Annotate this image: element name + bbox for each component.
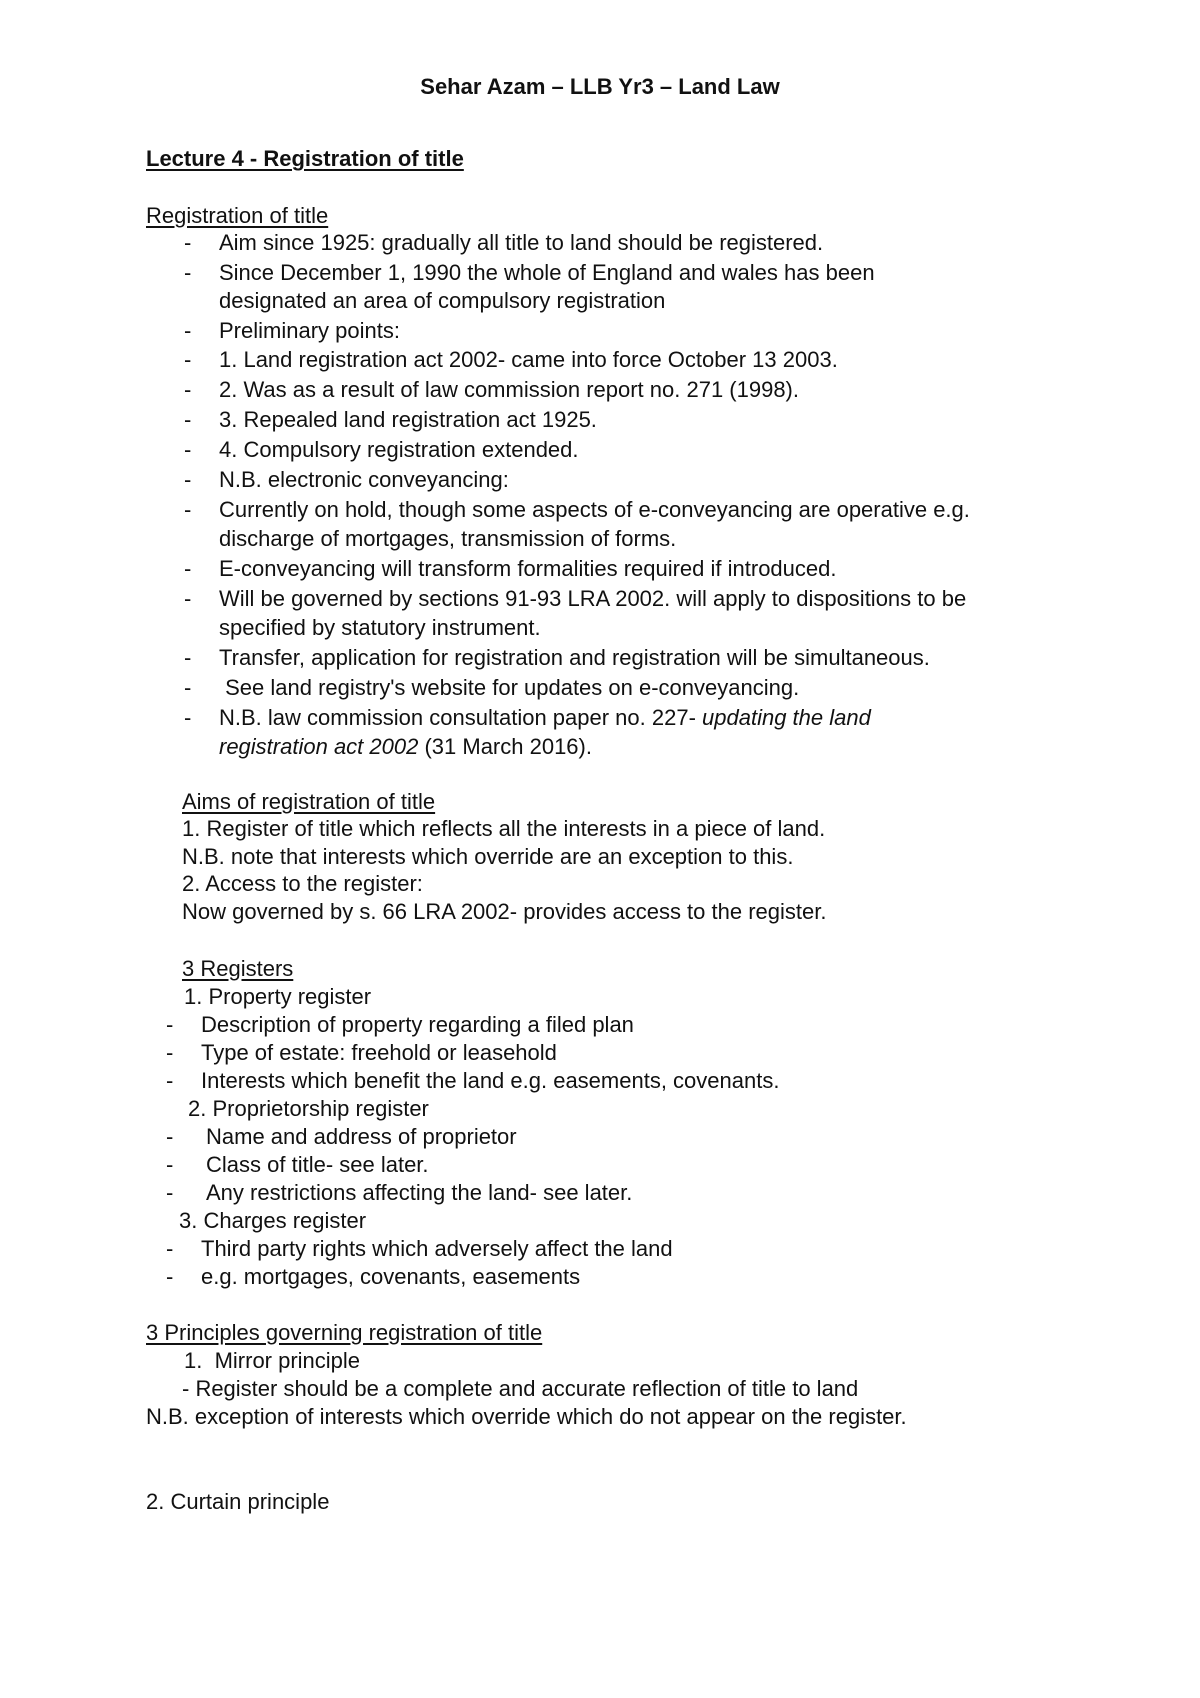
list-item: Type of estate: freehold or leasehold (201, 1040, 557, 1065)
list-dash: - (166, 1180, 174, 1205)
section-heading-aims: Aims of registration of title (182, 789, 436, 814)
document-title: Sehar Azam – LLB Yr3 – Land Law (420, 74, 780, 99)
list-item: e.g. mortgages, covenants, easements (201, 1264, 581, 1289)
list-item: Name and address of proprietor (206, 1124, 517, 1149)
list-dash: - (184, 437, 192, 462)
list-dash: - (184, 260, 192, 285)
list-dash: - (184, 318, 192, 343)
section-heading-registers: 3 Registers (182, 956, 294, 981)
list-dash: - (184, 407, 192, 432)
citation-lead: N.B. law commission consultation paper no. 227- (219, 705, 703, 730)
list-dash: - (166, 1264, 174, 1289)
aims-line: 1. Register of title which reflects all the interests in a piece of land. (182, 816, 826, 841)
list-dash: - (184, 377, 192, 402)
citation-date: (31 March 2016). (418, 734, 592, 759)
list-dash: - (166, 1124, 174, 1149)
citation-title-part1: updating the land (702, 705, 871, 730)
list-dash: - (184, 705, 192, 730)
section-heading-registration: Registration of title (146, 203, 329, 228)
list-item: Will be governed by sections 91-93 LRA 2002. will apply to dispositions to be (219, 586, 967, 611)
aims-line: 2. Access to the register: (182, 871, 423, 896)
list-item: Aim since 1925: gradually all title to land should be registered. (219, 230, 824, 255)
principle-curtain: 2. Curtain principle (146, 1489, 330, 1514)
list-item-with-citation (219, 705, 871, 731)
list-item: 2. Was as a result of law commission report no. 271 (1998). (219, 377, 799, 402)
list-item: Transfer, application for registration and registration will be simultaneous. (219, 645, 930, 670)
principle-mirror-note: N.B. exception of interests which override which do not appear on the register. (146, 1404, 907, 1429)
list-item: 3. Repealed land registration act 1925. (219, 407, 597, 432)
citation-title-part2: registration act 2002 (219, 734, 419, 759)
list-dash: - (166, 1040, 174, 1065)
list-item: Currently on hold, though some aspects of e-conveyancing are operative e.g. (219, 497, 970, 522)
list-item: Class of title- see later. (206, 1152, 429, 1177)
list-dash: - (184, 347, 192, 372)
list-dash: - (166, 1068, 174, 1093)
register-title-property: 1. Property register (184, 984, 372, 1009)
list-item: N.B. electronic conveyancing: (219, 467, 509, 492)
aims-line: N.B. note that interests which override are an exception to this. (182, 844, 794, 869)
register-title-charges: 3. Charges register (179, 1208, 367, 1233)
list-item: See land registry's website for updates on e-conveyancing. (219, 675, 800, 700)
list-item: Since December 1, 1990 the whole of England and wales has been (219, 260, 875, 285)
list-item: 4. Compulsory registration extended. (219, 437, 579, 462)
register-title-proprietorship: 2. Proprietorship register (188, 1096, 429, 1121)
list-dash: - (166, 1236, 174, 1261)
lecture-heading: Lecture 4 - Registration of title (146, 146, 464, 171)
list-dash: - (184, 230, 192, 255)
list-item-continuation (219, 734, 592, 760)
list-item: Description of property regarding a filed plan (201, 1012, 634, 1037)
list-item: Any restrictions affecting the land- see later. (206, 1180, 633, 1205)
list-item-continuation: discharge of mortgages, transmission of forms. (219, 526, 677, 551)
section-heading-principles: 3 Principles governing registration of title (146, 1320, 543, 1345)
list-item-continuation: designated an area of compulsory registration (219, 288, 666, 313)
list-dash: - (184, 497, 192, 522)
list-dash: - (184, 645, 192, 670)
aims-line: Now governed by s. 66 LRA 2002- provides access to the register. (182, 899, 827, 924)
principle-mirror: 1. Mirror principle (184, 1348, 361, 1373)
list-item: Preliminary points: (219, 318, 400, 343)
list-item: Interests which benefit the land e.g. easements, covenants. (201, 1068, 780, 1093)
principle-mirror-point: - Register should be a complete and accurate reflection of title to land (182, 1376, 859, 1401)
list-item: 1. Land registration act 2002- came into force October 13 2003. (219, 347, 838, 372)
list-item: E-conveyancing will transform formalities required if introduced. (219, 556, 837, 581)
list-item-continuation: specified by statutory instrument. (219, 615, 541, 640)
list-dash: - (184, 467, 192, 492)
list-item: Third party rights which adversely affect the land (201, 1236, 673, 1261)
list-dash: - (184, 675, 192, 700)
list-dash: - (184, 586, 192, 611)
list-dash: - (166, 1012, 174, 1037)
list-dash: - (166, 1152, 174, 1177)
list-dash: - (184, 556, 192, 581)
